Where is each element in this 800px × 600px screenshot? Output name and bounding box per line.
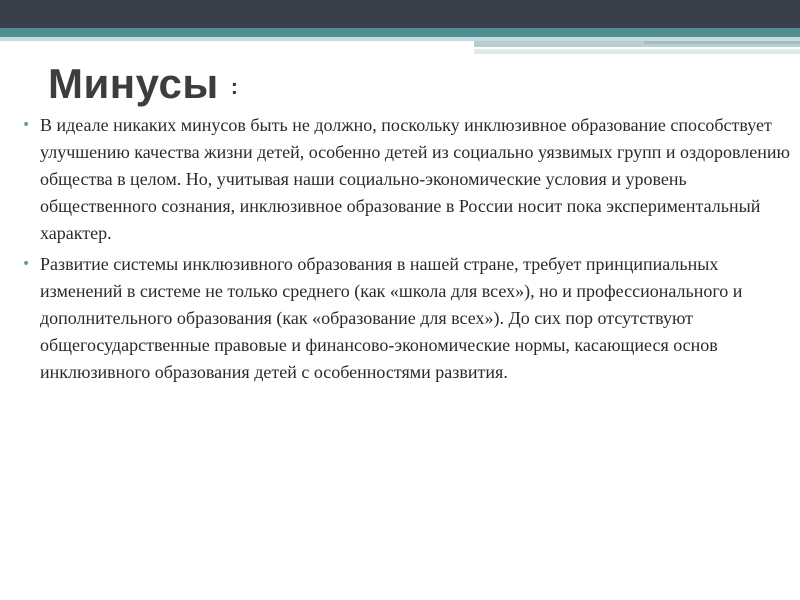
slide-title: [48, 60, 239, 108]
bullet-text: Развитие системы инклюзивного образования в нашей стране, требует принципиальных изменений в системе не только среднего (как «школа для всех»), но и профессионального и дополнительного образования (как «образование для всех»). До сих пор отсутствуют общегосударственные правовые и финансово-экономические нормы, касающиеся основ инклюзивного образования детей с особенностями развития.: [40, 254, 743, 382]
slide-title-text: Минусы: [48, 60, 219, 107]
bullet-text: В идеале никаких минусов быть не должно, поскольку инклюзивное образование способствует улучшению качества жизни детей, особенно детей из социально уязвимых групп и оздоровлению общества в целом. Но, учитывая наши социально-экономические условия и уровень общественного сознания, инклюзивное образование в России носит пока экспериментальный характер.: [40, 115, 790, 243]
bullet-item: [20, 112, 790, 247]
bullet-item: [20, 251, 790, 386]
bullet-dot-icon: •: [22, 256, 31, 272]
header-band-teal: [0, 28, 800, 37]
bullet-dot-icon: •: [22, 117, 31, 133]
header-band-dark: [0, 0, 800, 28]
header-stripe-faint: [474, 49, 800, 54]
slide-title-colon: :: [230, 73, 239, 99]
header-stripe-short: [644, 41, 800, 44]
slide-body: [20, 112, 790, 390]
